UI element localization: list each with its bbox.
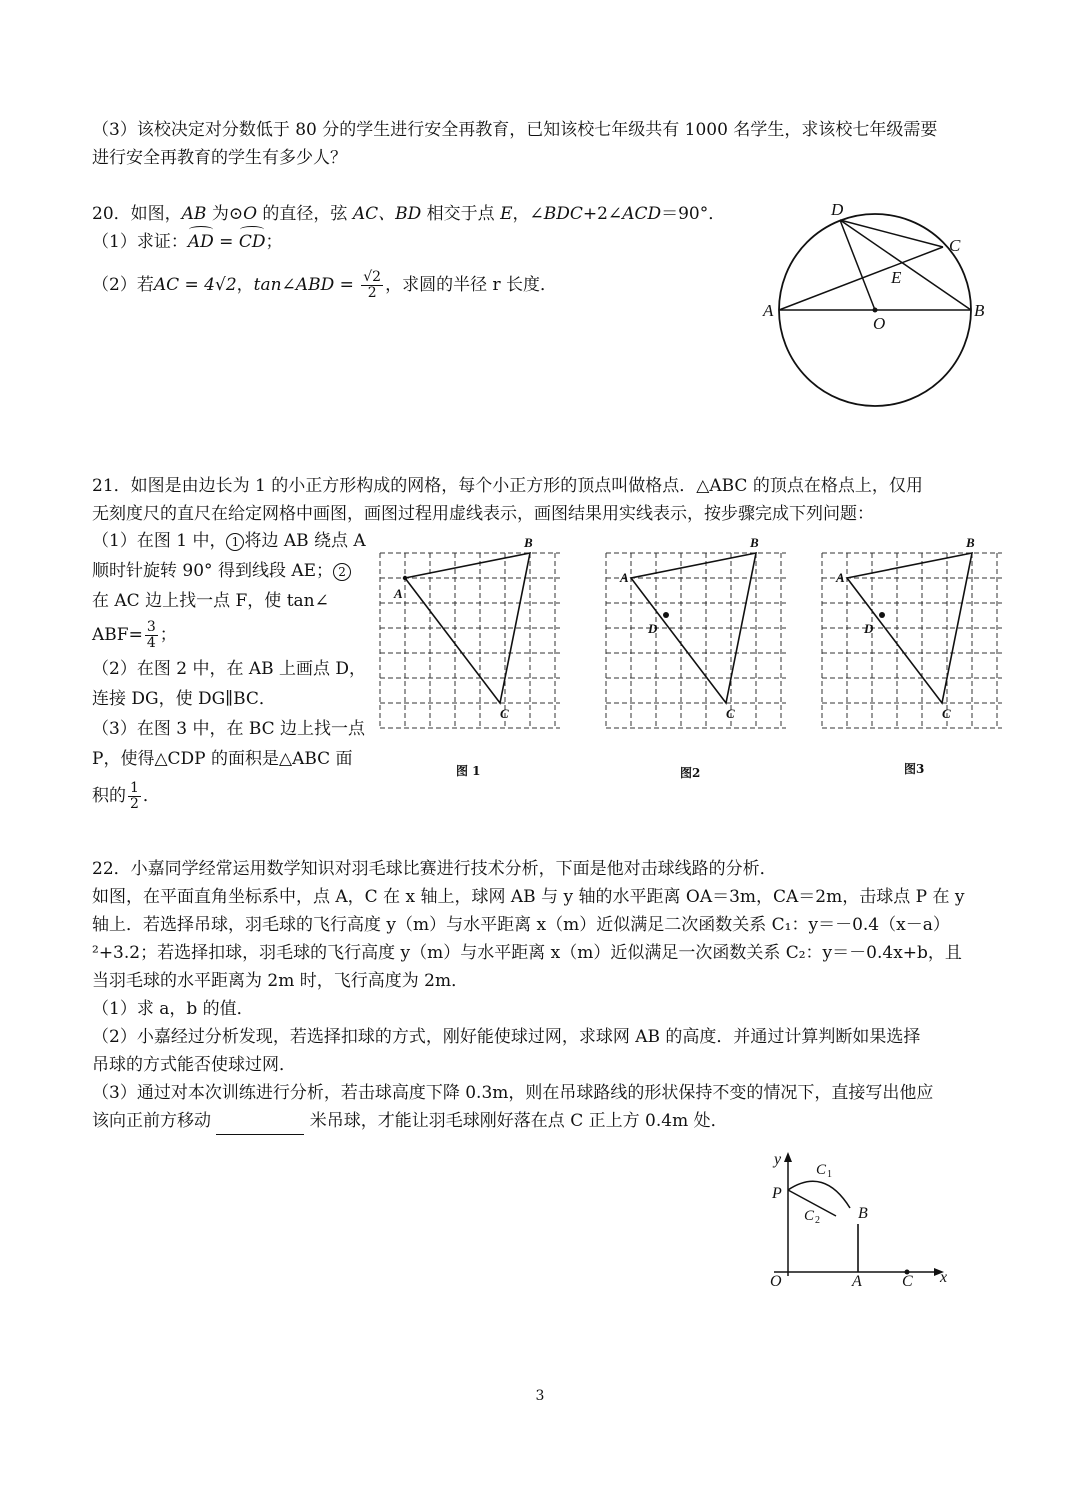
q22-line5: 当羽毛球的水平距离为 2m 时，飞行高度为 2m．	[92, 971, 469, 991]
q22-part2-line2: 吊球的方式能否使球过网．	[92, 1055, 296, 1075]
q19-3-line1: （3）该校决定对分数低于 80 分的学生进行安全再教育，已知该校七年级共有 1000 名学生，求该校七年级需要	[92, 120, 938, 140]
arc-ad: AD	[188, 228, 214, 256]
grid3-label-c: C	[942, 706, 951, 721]
label-a: A	[852, 1273, 862, 1290]
label-e: E	[891, 268, 902, 287]
label-o: O	[873, 314, 886, 333]
segment-do	[840, 220, 875, 310]
grid2-label-d: D	[648, 621, 658, 636]
grid3-label-a: A	[836, 570, 845, 585]
grid2-label-a: A	[620, 570, 629, 585]
grid1-label-a: A	[394, 586, 403, 601]
label-p: P	[772, 1185, 782, 1202]
chord-dc	[840, 220, 943, 247]
label-d: D	[831, 200, 844, 219]
label-c2-sub: 2	[815, 1215, 820, 1226]
label-b: B	[858, 1205, 868, 1222]
caption-figure-1: 图 1	[456, 764, 481, 778]
q22-line1: 22．小嘉同学经常运用数学知识对羽毛球比赛进行技术分析，下面是他对击球线路的分析．	[92, 859, 777, 879]
label-x: x	[940, 1269, 948, 1286]
label-c1: C	[816, 1162, 827, 1178]
grid2-label-b: B	[750, 535, 759, 550]
label-y: y	[774, 1151, 782, 1168]
q22-part1: （1）求 a，b 的值．	[92, 999, 254, 1019]
y-axis-arrow-icon	[784, 1152, 792, 1162]
label-o: O	[770, 1273, 782, 1290]
q22-part2-line1: （2）小嘉经过分析发现，若选择扣球的方式，刚好能使球过网，求球网 AB 的高度．并通过计算判断如果选择	[92, 1027, 921, 1047]
label-c: C	[949, 236, 961, 255]
q19-3-line2: 进行安全再教育的学生有多少人？	[92, 148, 347, 168]
q21-parts: （1）在图 1 中， 1 将边 AB 绕点 A 顺时针旋转 90° 得到线段 AE； 2 在 AC 边上找一点 F，使 tan∠ ABF= $\frac{3}{4}$ ； （2）在图 2 中，在 AB 上画点 D， 连接 DG，使 DG∥BC． （3）在图 3 中，在 BC 边上找一点 P，使得△CDP 的面积是△ABC 面 积的 $\frac{1}{2}$ ．	[92, 531, 367, 812]
label-c2: C	[804, 1208, 815, 1224]
page-number: 3	[535, 1388, 545, 1404]
grid1-label-b: B	[524, 535, 533, 550]
grid-lines-2	[606, 553, 786, 728]
chord-db	[840, 220, 971, 310]
q22-part3-line2: 该向正前方移动 米吊球，才能让羽毛球刚好落在点 C 正上方 0.4m 处．	[92, 1107, 728, 1135]
label-c1-sub: 1	[827, 1169, 832, 1180]
label-a: A	[763, 301, 774, 320]
q20-stem: 20．如图，AB 为⊙O 的直径，弦 AC、BD 相交于点 E，∠BDC+2∠ACD＝90°．	[92, 204, 726, 224]
arc-cd: CD	[239, 228, 266, 256]
q20-part1: （1）求证：AD = CD；	[92, 228, 282, 256]
point-d-3	[879, 612, 885, 618]
caption-figure-3: 图3	[904, 762, 925, 776]
label-c: C	[902, 1273, 913, 1290]
center-point-o	[873, 308, 878, 313]
point-d-2	[663, 612, 669, 618]
answer-blank[interactable]	[216, 1116, 304, 1135]
q21-grid-figure-2	[598, 535, 798, 740]
caption-figure-2: 图2	[680, 766, 701, 780]
grid2-label-c: C	[726, 706, 735, 721]
grid3-label-d: D	[864, 621, 874, 636]
q21-line1: 21．如图是由边长为 1 的小正方形构成的网格，每个小正方形的顶点叫做格点．△ABC 的顶点在格点上，仅用	[92, 476, 923, 496]
grid-lines-1	[380, 553, 560, 728]
grid-lines-3	[822, 553, 1002, 728]
q21-grid-figure-1	[372, 535, 572, 740]
q22-part3-line1: （3）通过对本次训练进行分析，若击球高度下降 0.3m，则在吊球路线的形状保持不变的情况下，直接写出他应	[92, 1083, 934, 1103]
vertex-a-1	[403, 576, 407, 580]
grid1-label-c: C	[500, 706, 509, 721]
q21-grid-figure-3	[814, 535, 1014, 740]
label-b: B	[974, 301, 985, 320]
q22-line2: 如图，在平面直角坐标系中，点 A，C 在 x 轴上，球网 AB 与 y 轴的水平距离 OA＝3m，CA＝2m，击球点 P 在 y	[92, 887, 965, 907]
q22-line3: 轴上．若选择吊球，羽毛球的飞行高度 y（m）与水平距离 x（m）近似满足二次函数关系 C₁：y＝－0.4（x－a）	[92, 915, 950, 935]
grid3-label-b: B	[966, 535, 975, 550]
chord-ac	[779, 247, 943, 310]
q22-coordinate-figure	[762, 1148, 962, 1296]
q20-circle-figure	[755, 195, 1000, 415]
q22-line4: ²+3.2；若选择扣球，羽毛球的飞行高度 y（m）与水平距离 x（m）近似满足一次函数关系 C₂：y＝－0.4x+b，且	[92, 943, 962, 963]
q21-line2: 无刻度尺的直尺在给定网格中画图，画图过程用虚线表示，画图结果用实线表示，按步骤完成下列问题：	[92, 504, 874, 524]
q20-part2: （2）若AC = 4√2，tan∠ABD = $\frac{√2}{2}$ ，求圆的半径 r 长度．	[92, 269, 558, 301]
fraction-sqrt2-over-2: $\frac{√2}{2}$	[363, 269, 382, 301]
